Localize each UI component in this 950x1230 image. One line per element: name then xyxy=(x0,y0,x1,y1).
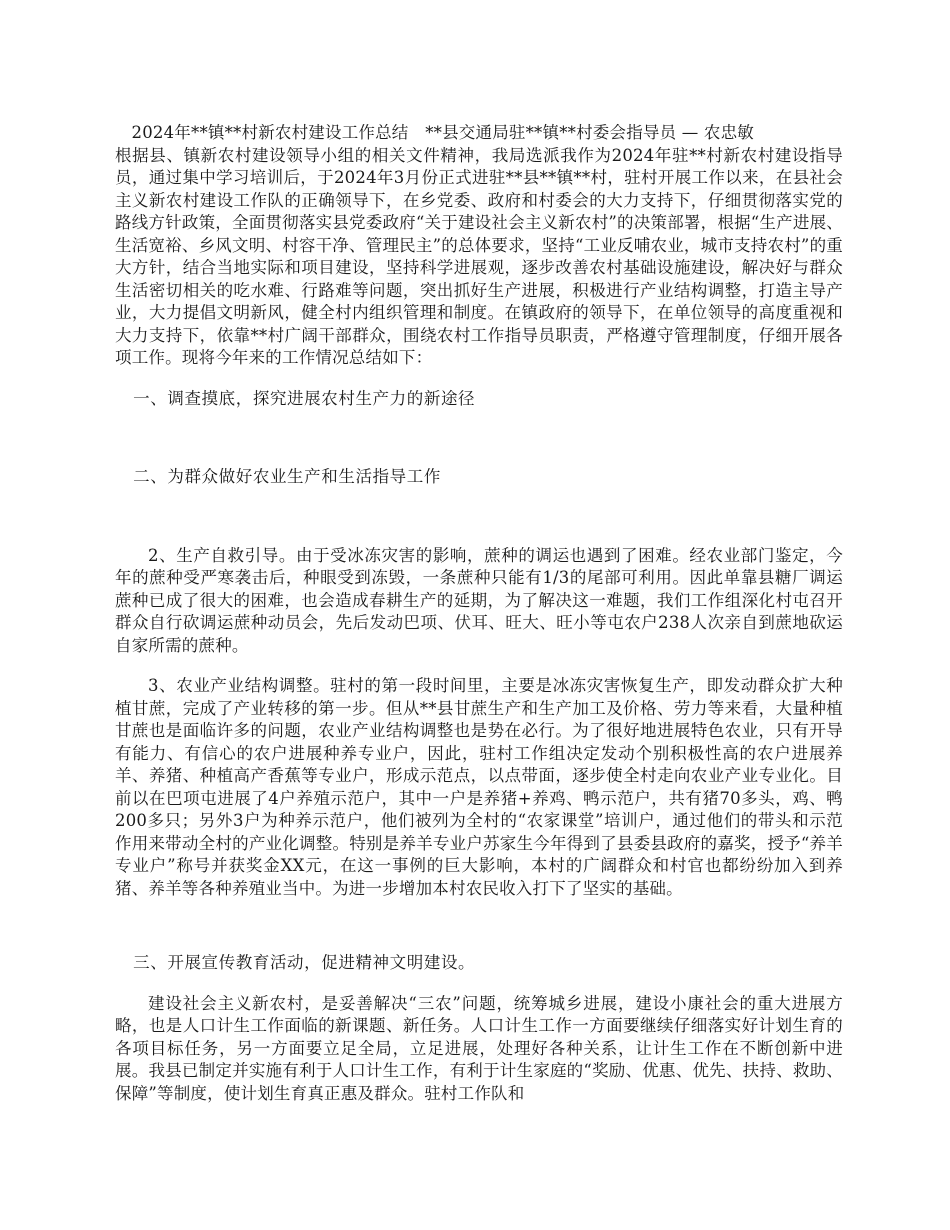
section-2-heading: 二、为群众做好农业生产和生活指导工作 xyxy=(133,467,441,486)
section-1-heading: 一、调查摸底，探究进展农村生产力的新途径 xyxy=(133,388,476,408)
section-3-heading: 三、开展宣传教育活动，促进精神文明建设。 xyxy=(133,953,476,972)
paragraph-industry-restructure: 3、农业产业结构调整。驻村的第一段时间里，主要是冰冻灾害恢复生产，即发动群众扩大种植甘蔗，完成了产业转移的第一步。但从**县甘蔗生产和生产加工及价格、劳力等来看，大量种植甘蔗也是面临许多的问题，农业产业结构调整也是势在必行。为了很好地进展特色农业，只有开导有能力、有信心的农户进展种养专业户，因此，驻村工作组决定发动个别积极性高的农户进展养羊、养猪、种植高产香蕉等专业户，形成示范点，以点带面，逐步使全村走向农业产业专业化。目前以在巴项屯进展了4户养殖示范户，其中一户是养猪+养鸡、鸭示范户，共有猪70多头，鸡、鸭200多只；另外3户为种养示范户，他们被列为全村的“农家课堂”培训户，通过他们的带头和示范作用来带动全村的产业化调整。特别是养羊专业户苏家生今年得到了县委县政府的嘉奖，授予“养羊专业户”称号并获奖金XX元，在这一事例的巨大影响，本村的广阔群众和村官也都纷纷加入到养猪、养羊等各种养殖业当中。为进一步增加本村农民收入打下了坚实的基础。 xyxy=(115,676,843,898)
document-page xyxy=(115,122,843,1105)
paragraph-publicity-education: 建设社会主义新农村，是妥善解决“三农”问题，统筹城乡进展，建设小康社会的重大进展方略，也是人口计生工作面临的新课题、新任务。人口计生工作一方面要继续仔细落实好计划生育的各项目标任务，另一方面要立足全局，立足进展，处理好各种关系，让计生工作在不断创新中进展。我县已制定并实施有利于人口计生工作，有利于计生家庭的“奖励、优惠、优先、扶持、救助、保障”等制度，使计划生育真正惠及群众。驻村工作队和 xyxy=(115,993,843,1103)
paragraph-production-self-help: 2、生产自救引导。由于受冰冻灾害的影响，蔗种的调运也遇到了困难。经农业部门鉴定，今年的蔗种受严寒袭击后，种眼受到冻毁，一条蔗种只能有1/3的尾部可利用。因此单靠县糖厂调运蔗种已成了很大的困难，也会造成春耕生产的延期，为了解决这一难题，我们工作组深化村屯召开群众自行砍调运蔗种动员会，先后发动巴项、伏耳、旺大、旺小等屯农户238人次亲自到蔗地砍运自家所需的蔗种。 xyxy=(115,545,843,655)
document-title-line: 2024年**镇**村新农村建设工作总结 **县交通局驻**镇**村委会指导员 — 农忠敏 xyxy=(131,123,754,142)
intro-paragraph: 根据县、镇新农村建设领导小组的相关文件精神，我局选派我作为2024年驻**村新农村建设指导员，通过集中学习培训后，于2024年3月份正式进驻**县**镇**村，驻村开展工作以来，在县社会主义新农村建设工作队的正确领导下，在乡党委、政府和村委会的大力支持下，仔细贯彻落实党的路线方针政策，全面贯彻落实县党委政府“关于建设社会主义新农村”的决策部署，根据“生产进展、生活宽裕、乡风文明、村容干净、管理民主”的总体要求，坚持“工业反哺农业，城市支持农村”的重大方针，结合当地实际和项目建设，坚持科学进展观，逐步改善农村基础设施建设，解决好与群众生活密切相关的吃水难、行路难等问题，突出抓好生产进展，积极进行产业结构调整，打造主导产业，大力提倡文明新风，健全村内组织管理和制度。在镇政府的领导下，在单位领导的高度重视和大力支持下，依靠**村广阔干部群众，围绕农村工作指导员职责，严格遵守管理制度，仔细开展各项工作。现将今年来的工作情况总结如下： xyxy=(115,145,843,367)
